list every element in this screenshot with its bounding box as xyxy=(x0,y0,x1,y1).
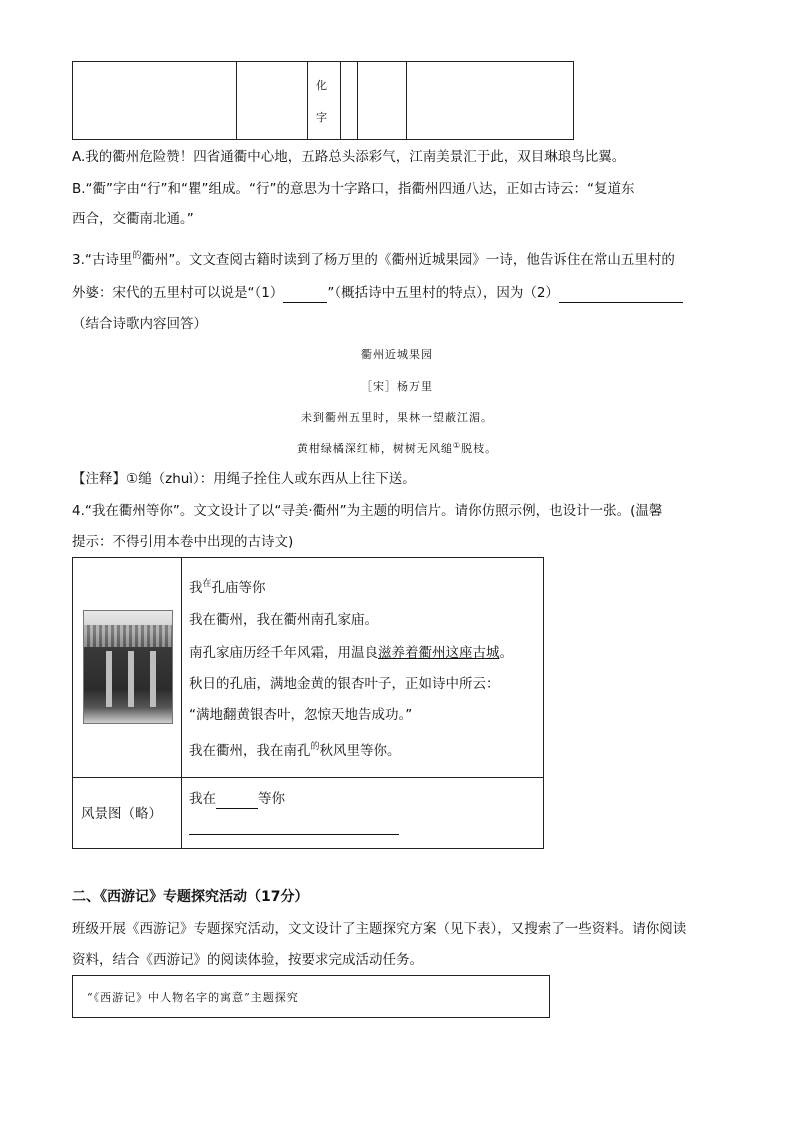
insert-mark: 在 xyxy=(202,579,212,589)
option-b-line2: 西合，交衢南北通。” xyxy=(72,211,194,227)
footnote-mark: ① xyxy=(452,441,462,450)
postcard-quote: “满地翻黄银杏叶，忽惊天地告成功。” xyxy=(189,707,413,723)
table-divider xyxy=(406,62,407,139)
table-divider xyxy=(181,558,182,848)
postcard-text: 等你 xyxy=(258,791,285,807)
top-table xyxy=(72,61,574,140)
postcard-line: 秋日的孔庙，满地金黄的银杏叶子，正如诗中所云： xyxy=(189,676,500,692)
poem-title: 衢州近城果园 xyxy=(361,348,433,361)
q3-insert-mark: 的 xyxy=(132,251,142,261)
q3-text: 外婆：宋代的五里村可以说是“（1） xyxy=(72,285,284,301)
section-intro-line2: 资料，结合《西游记》的阅读体验，按要求完成活动任务。 xyxy=(72,952,423,968)
scenery-label: 风景图（略） xyxy=(81,806,162,822)
postcard-line: 我在衢州，我在衢州南孔家庙。 xyxy=(189,612,378,628)
postcard-title xyxy=(189,578,266,600)
q3-text: ”（概括诗中五里村的特点），因为（2） xyxy=(327,285,559,301)
section-intro-line1: 班级开展《西游记》专题探究活动，文文设计了主题探究方案（见下表），又搜索了一些资料。请你阅读 xyxy=(72,921,687,937)
answer-blank-place[interactable] xyxy=(216,808,258,809)
answer-blank-2[interactable] xyxy=(559,302,683,303)
option-b-line1: B.“衢”字由“行”和“瞿”组成。“行”的意思为十字路口，指衢州四通八达，正如古诗云：“复道东 xyxy=(72,181,635,197)
insert-mark: 的 xyxy=(310,742,320,752)
poem-verse-1: 未到衢州五里时，果林一望蔽江湄。 xyxy=(301,411,493,424)
postcard-answer-title xyxy=(189,789,285,809)
q3-text: 衢州”。文文查阅古籍时读到了杨万里的《衢州近城果园》一诗，他告诉住在常山五里村的 xyxy=(141,252,675,268)
table-divider xyxy=(73,777,543,778)
topic-box xyxy=(72,975,550,1018)
section-heading: 二、《西游记》专题探究活动（17分） xyxy=(72,889,309,905)
underlined-phrase: 滋养着衢州这座古城 xyxy=(378,645,500,661)
q3-line1 xyxy=(72,250,675,272)
poem-text: 脱枝。 xyxy=(461,442,498,455)
poem-author: ［宋］杨万里 xyxy=(361,380,433,393)
table-divider xyxy=(236,62,237,139)
q4-line1: 4.“我在衢州等你”。文文设计了以“寻美·衢州”为主题的明信片。请你仿照示例，也设计一张。(温馨 xyxy=(72,503,663,519)
postcard-text: 南孔家庙历经千年风霜，用温良 xyxy=(189,645,378,661)
postcard-line xyxy=(189,741,401,763)
postcard-line xyxy=(189,643,513,663)
table-divider xyxy=(307,62,308,139)
answer-blank-line[interactable] xyxy=(189,834,399,835)
table-cell-char: 化 xyxy=(316,79,327,92)
q4-line2: 提示：不得引用本卷中出现的古诗文) xyxy=(72,534,294,550)
postcard-text: 孔庙等你 xyxy=(211,580,266,596)
postcard-table xyxy=(72,557,544,849)
poem-verse-2 xyxy=(0,440,794,456)
q3-text: 3.“古诗里 xyxy=(72,252,133,268)
confucius-temple-photo xyxy=(83,610,173,724)
table-divider xyxy=(340,62,341,139)
q3-line3: （结合诗歌内容回答） xyxy=(72,316,207,332)
postcard-text: 。 xyxy=(499,645,513,661)
postcard-text: 我在 xyxy=(189,791,216,807)
poem-note: 【注释】①缒（zhuì）：用绳子拴住人或东西从上往下送。 xyxy=(72,471,416,487)
option-a: A.我的衢州危险赞！四省通衢中心地，五路总头添彩气，江南美景汇于此，双目琳琅鸟比翼。 xyxy=(72,149,626,165)
postcard-text: 我 xyxy=(189,580,203,596)
answer-blank-1[interactable] xyxy=(283,302,327,303)
topic-box-text: “《西游记》中人物名字的寓意”主题探究 xyxy=(87,991,299,1004)
postcard-text: 秋风里等你。 xyxy=(319,743,401,759)
postcard-text: 我在衢州，我在南孔 xyxy=(189,743,311,759)
poem-text: 黄柑绿橘深红柿，树树无风缒 xyxy=(296,442,453,455)
table-cell-char: 字 xyxy=(316,111,327,124)
q3-line2 xyxy=(72,283,683,303)
table-divider xyxy=(357,62,358,139)
